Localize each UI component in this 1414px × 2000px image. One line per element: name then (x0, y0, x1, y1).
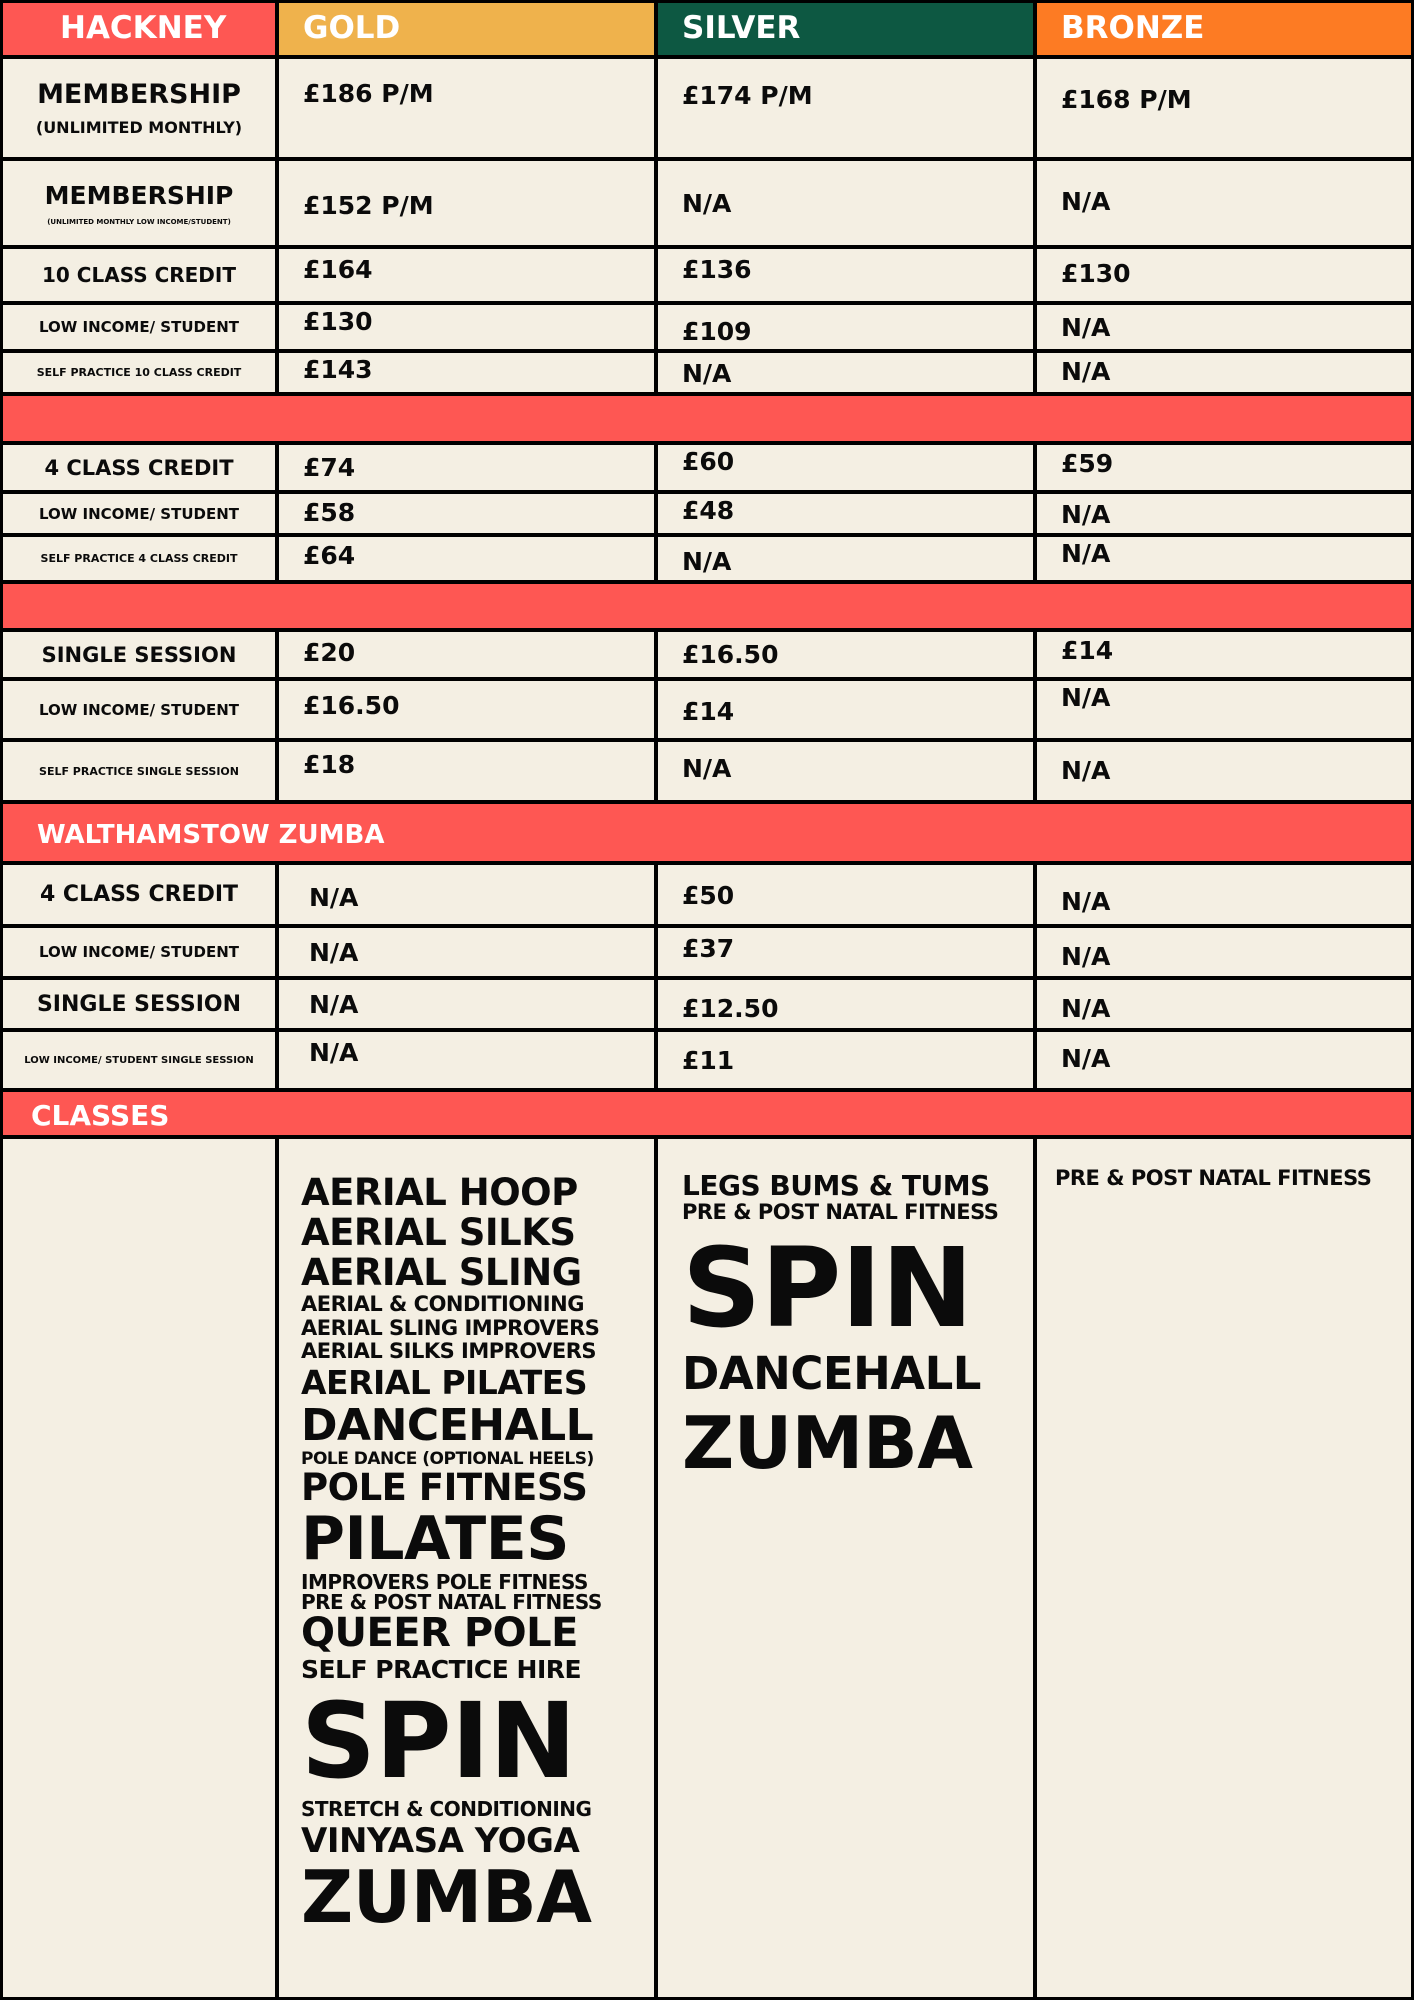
price-value: N/A (1061, 187, 1111, 216)
price-gold (276, 158, 657, 248)
classes-label-cell (0, 1136, 278, 2000)
price-value: N/A (682, 754, 732, 783)
price-bronze (1034, 534, 1414, 583)
price-gold (276, 629, 657, 680)
price-value: N/A (1061, 357, 1111, 386)
price-value: N/A (309, 1038, 359, 1067)
classes-gold-cell (276, 1136, 657, 2000)
price-bronze (1034, 977, 1414, 1031)
row-label (0, 629, 278, 680)
price-value: N/A (1061, 887, 1111, 916)
class-name: QUEER POLE (301, 1610, 578, 1656)
price-silver (655, 158, 1036, 248)
price-bronze (1034, 862, 1414, 927)
class-name: AERIAL SLING IMPROVERS (301, 1316, 600, 1340)
price-value: £174 P/M (682, 81, 813, 110)
class-name: POLE FITNESS (301, 1466, 588, 1509)
row-label (0, 977, 278, 1031)
price-silver (655, 1029, 1036, 1091)
row-label-text: LOW INCOME/ STUDENT (38, 504, 239, 523)
price-value: £60 (682, 447, 735, 476)
row-sublabel: (UNLIMITED MONTHLY LOW INCOME/STUDENT) (47, 217, 231, 226)
price-bronze (1034, 1029, 1414, 1091)
price-value: £14 (682, 697, 735, 726)
classes-title: CLASSES (31, 1099, 170, 1132)
price-value: £186 P/M (303, 79, 434, 108)
price-bronze (1034, 678, 1414, 741)
row-label-text: LOW INCOME/ STUDENT (38, 700, 239, 719)
price-value: N/A (1061, 756, 1111, 785)
price-silver (655, 246, 1036, 304)
class-name: PRE & POST NATAL FITNESS (1055, 1166, 1372, 1190)
price-bronze (1034, 925, 1414, 979)
row-label-text: SELF PRACTICE 4 CLASS CREDIT (40, 552, 238, 565)
walthamstow-title: WALTHAMSTOW ZUMBA (37, 820, 385, 850)
price-value: N/A (682, 359, 732, 388)
header-bronze-text: BRONZE (1061, 10, 1205, 46)
price-gold (276, 302, 657, 352)
price-silver (655, 56, 1036, 160)
row-label (0, 491, 278, 536)
price-value: £74 (303, 453, 356, 482)
row-label (0, 302, 278, 352)
price-bronze (1034, 302, 1414, 352)
class-name: VINYASA YOGA (301, 1821, 580, 1861)
price-value: £37 (682, 934, 735, 963)
class-name: POLE DANCE (OPTIONAL HEELS) (301, 1449, 594, 1469)
row-label (0, 678, 278, 741)
row-label-text: LOW INCOME/ STUDENT SINGLE SESSION (24, 1054, 254, 1066)
price-bronze (1034, 56, 1414, 160)
header-location-text: HACKNEY (60, 10, 227, 46)
row-sublabel: (UNLIMITED MONTHLY) (35, 118, 243, 137)
class-name: SPIN (301, 1680, 576, 1802)
header-gold-text: GOLD (303, 10, 401, 46)
price-value: N/A (309, 938, 359, 967)
price-value: £130 (303, 307, 373, 336)
row-label (0, 56, 278, 160)
price-gold (276, 862, 657, 927)
price-value: N/A (1061, 942, 1111, 971)
price-gold (276, 678, 657, 741)
row-label-text: 4 CLASS CREDIT (39, 882, 239, 907)
price-gold (276, 491, 657, 536)
class-name: PILATES (301, 1504, 569, 1574)
price-gold (276, 739, 657, 803)
price-silver (655, 491, 1036, 536)
price-silver (655, 977, 1036, 1031)
classes-band (0, 1089, 1414, 1138)
class-name: SELF PRACTICE HIRE (301, 1655, 582, 1684)
price-gold (276, 925, 657, 979)
class-name: AERIAL PILATES (301, 1363, 588, 1402)
price-value: N/A (1061, 539, 1111, 568)
class-name: DANCEHALL (301, 1400, 594, 1451)
row-label (0, 158, 278, 248)
row-label (0, 925, 278, 979)
class-name: AERIAL SILKS IMPROVERS (301, 1339, 597, 1363)
row-label-text: SINGLE SESSION (41, 642, 237, 667)
header-silver (655, 0, 1036, 58)
price-silver (655, 678, 1036, 741)
price-silver (655, 862, 1036, 927)
price-value: N/A (309, 990, 359, 1019)
price-value: N/A (1061, 313, 1111, 342)
price-silver (655, 350, 1036, 395)
price-gold (276, 246, 657, 304)
price-value: £18 (303, 750, 356, 779)
price-silver (655, 925, 1036, 979)
class-name: PRE & POST NATAL FITNESS (682, 1200, 999, 1224)
price-gold (276, 442, 657, 493)
class-name: PRE & POST NATAL FITNESS (301, 1590, 602, 1614)
walthamstow-band (0, 801, 1414, 864)
class-name: DANCEHALL (682, 1347, 981, 1400)
class-name: AERIAL HOOP (301, 1171, 578, 1214)
row-label-text: SELF PRACTICE SINGLE SESSION (39, 764, 239, 778)
classes-silver-cell (655, 1136, 1036, 2000)
row-label-text: MEMBERSHIP (37, 79, 241, 110)
price-gold (276, 350, 657, 395)
price-value: £136 (682, 255, 752, 284)
price-value: £12.50 (682, 994, 779, 1023)
class-name: IMPROVERS POLE FITNESS (301, 1570, 588, 1594)
row-label (0, 1029, 278, 1091)
row-label-text: LOW INCOME/ STUDENT (38, 318, 239, 336)
price-gold (276, 1029, 657, 1091)
separator-band (0, 393, 1414, 444)
header-gold (276, 0, 657, 58)
price-value: £20 (303, 638, 356, 667)
price-gold (276, 534, 657, 583)
price-value: £14 (1061, 636, 1114, 665)
price-value: £152 P/M (303, 191, 434, 220)
class-name: ZUMBA (301, 1855, 592, 1939)
row-label-text: 10 CLASS CREDIT (42, 263, 236, 287)
row-label-text: SELF PRACTICE 10 CLASS CREDIT (36, 366, 242, 379)
price-bronze (1034, 246, 1414, 304)
price-silver (655, 442, 1036, 493)
price-value: N/A (682, 189, 732, 218)
price-value: £58 (303, 498, 356, 527)
class-name: AERIAL SILKS (301, 1211, 576, 1254)
row-label-text: 4 CLASS CREDIT (44, 455, 234, 480)
class-name: AERIAL & CONDITIONING (301, 1292, 584, 1316)
price-silver (655, 629, 1036, 680)
class-name: LEGS BUMS & TUMS (682, 1169, 990, 1202)
header-silver-text: SILVER (682, 10, 801, 46)
price-silver (655, 534, 1036, 583)
row-label (0, 246, 278, 304)
price-value: N/A (682, 547, 732, 576)
row-label-text: LOW INCOME/ STUDENT (38, 943, 239, 961)
price-value: £59 (1061, 449, 1114, 478)
row-label-text: MEMBERSHIP (44, 180, 234, 210)
price-value: £16.50 (303, 691, 400, 720)
class-name: ZUMBA (682, 1401, 973, 1485)
row-label (0, 534, 278, 583)
price-silver (655, 739, 1036, 803)
price-value: £143 (303, 355, 373, 384)
price-bronze (1034, 350, 1414, 395)
price-bronze (1034, 158, 1414, 248)
price-value: £16.50 (682, 640, 779, 669)
header-location (0, 0, 278, 58)
row-label (0, 350, 278, 395)
price-value: N/A (1061, 683, 1111, 712)
price-value: £109 (682, 317, 752, 346)
price-bronze (1034, 739, 1414, 803)
price-value: N/A (1061, 994, 1111, 1023)
classes-bronze-cell (1034, 1136, 1414, 2000)
row-label-text: SINGLE SESSION (36, 991, 242, 1017)
class-name: STRETCH & CONDITIONING (301, 1797, 592, 1821)
price-value: £48 (682, 496, 735, 525)
row-label (0, 739, 278, 803)
price-silver (655, 302, 1036, 352)
separator-band (0, 581, 1414, 631)
price-value: £164 (303, 255, 373, 284)
class-name: SPIN (682, 1224, 973, 1352)
price-bronze (1034, 442, 1414, 493)
price-value: £168 P/M (1061, 85, 1192, 114)
price-bronze (1034, 629, 1414, 680)
price-bronze (1034, 491, 1414, 536)
price-value: N/A (1061, 500, 1111, 529)
header-bronze (1034, 0, 1414, 58)
price-value: N/A (309, 883, 359, 912)
price-value: £130 (1061, 259, 1131, 288)
row-label (0, 442, 278, 493)
price-gold (276, 977, 657, 1031)
price-value: £50 (682, 881, 735, 910)
class-name: AERIAL SLING (301, 1251, 582, 1294)
price-value: £64 (303, 541, 356, 570)
price-gold (276, 56, 657, 160)
price-value: N/A (1061, 1044, 1111, 1073)
price-value: £11 (682, 1046, 735, 1075)
row-label (0, 862, 278, 927)
